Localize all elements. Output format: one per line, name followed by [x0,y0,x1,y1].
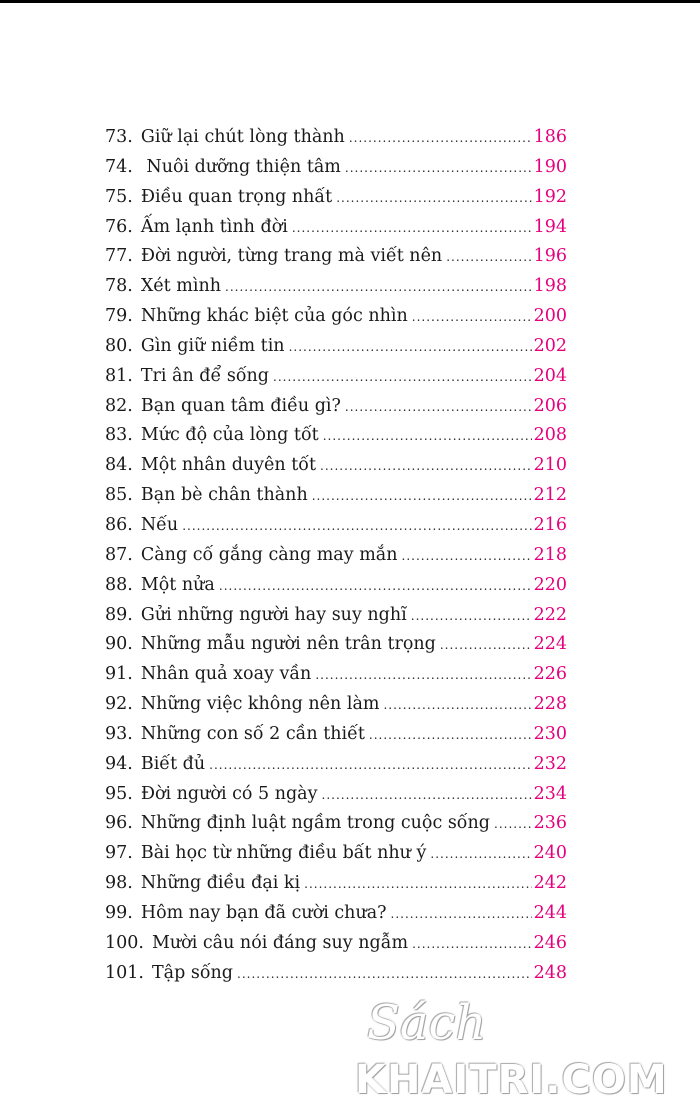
toc-entry[interactable] [105,485,567,515]
toc-entry[interactable] [105,187,567,217]
toc-entry-title: Bạn quan tâm điều gì? [140,395,341,416]
toc-entry-number: 88. [105,574,133,595]
dot-leader [345,400,532,414]
toc-entry-title: Bài học từ những điều bất như ý [140,843,427,864]
toc-entry-page-number: 206 [533,395,567,416]
toc-entry-page-number: 224 [533,634,567,655]
toc-entry-number: 82. [105,395,133,416]
toc-entry-number: 95. [105,783,133,804]
toc-entry[interactable] [105,724,567,754]
toc-entry-title: Đời người, từng trang mà viết nên [140,246,443,267]
toc-entry-number: 100. [105,932,144,953]
toc-entry-title: Những khác biệt của góc nhìn [140,306,408,327]
toc-entry-number: 84. [105,455,133,476]
dot-leader [209,758,531,772]
watermark-script-text: Sách [367,995,487,1051]
toc-entry[interactable] [105,336,567,366]
dot-leader [315,668,531,682]
toc-entry-title: Mười câu nói đáng suy ngẫm [151,932,409,953]
toc-entry[interactable] [105,933,567,963]
dot-leader [369,728,532,742]
toc-entry-number: 77. [105,246,133,267]
dot-leader [336,191,531,205]
toc-entry[interactable] [105,634,567,664]
toc-entry-number: 80. [105,335,133,356]
toc-entry-title: Những mẫu người nên trân trọng [140,634,436,655]
toc-entry-page-number: 210 [533,455,567,476]
toc-entry-page-number: 208 [533,425,567,446]
toc-entry-page-number: 202 [533,335,567,356]
dot-leader [304,877,531,891]
toc-entry-title: Những việc không nên làm [140,694,380,715]
top-border-line [0,0,700,3]
toc-entry-title: Gìn giữ niềm tin [140,335,285,356]
dot-leader [225,280,532,294]
toc-entry-page-number: 200 [533,306,567,327]
toc-entry[interactable] [105,276,567,306]
dot-leader [345,161,532,175]
toc-entry-title: Điều quan trọng nhất [140,186,333,207]
toc-entry-title: Một nửa [140,574,215,595]
toc-entry-number: 94. [105,753,133,774]
toc-entry-number: 93. [105,723,133,744]
dot-leader [391,907,532,921]
toc-entry-title: Hôm nay bạn đã cười chưa? [140,902,387,923]
toc-entry-number: 79. [105,306,133,327]
toc-entry-page-number: 222 [533,604,567,625]
toc-entry-title: Những con số 2 cần thiết [140,723,365,744]
toc-entry-title: Nuôi dưỡng thiện tâm [140,156,341,177]
toc-entry-title: Giữ lại chút lòng thành [140,127,345,147]
toc-entry-page-number: 190 [533,156,567,177]
toc-entry-title: Những định luật ngầm trong cuộc sống [140,813,490,834]
toc-entry-number: 78. [105,276,133,297]
toc-entry[interactable] [105,963,567,993]
dot-leader [323,429,532,443]
dot-leader [383,698,531,712]
dot-leader [412,310,532,324]
toc-entry-number: 87. [105,544,133,565]
toc-entry-title: Nhân quả xoay vần [140,664,312,685]
toc-entry-page-number: 244 [533,902,567,923]
toc-entry[interactable] [105,127,567,157]
dot-leader [312,489,532,503]
toc-entry-number: 83. [105,425,133,446]
toc-entry-page-number: 194 [533,216,567,237]
toc-entry-page-number: 248 [533,962,567,983]
dot-leader [402,549,532,563]
dot-leader [182,519,531,533]
toc-entry-page-number: 230 [533,723,567,744]
toc-entry-number: 101. [105,962,144,983]
toc-entry-number: 89. [105,604,133,625]
toc-entry-page-number: 212 [533,485,567,506]
toc-entry[interactable] [105,754,567,784]
toc-entry[interactable] [105,306,567,336]
toc-entry-page-number: 240 [533,843,567,864]
watermark-logo [355,995,695,1110]
toc-entry[interactable] [105,664,567,694]
toc-entry-page-number: 216 [533,514,567,535]
toc-entry-title: Nếu [140,514,179,535]
toc-entry-title: Đời người có 5 ngày [140,783,318,804]
toc-entry[interactable] [105,545,567,575]
toc-entry-page-number: 204 [533,365,567,386]
dot-leader [349,131,532,145]
dot-leader [412,937,532,951]
toc-entry[interactable] [105,843,567,873]
dot-leader [446,250,531,264]
dot-leader [237,967,532,981]
toc-entry-title: Mức độ của lòng tốt [140,425,319,446]
toc-entry-title: Biết đủ [140,753,206,774]
dot-leader [411,609,532,623]
toc-entry-title: Xét mình [140,276,221,297]
toc-entry[interactable] [105,157,567,187]
toc-entry-page-number: 234 [533,783,567,804]
toc-entry[interactable] [105,217,567,247]
toc-entry-title: Những điều đại kị [140,873,301,894]
dot-leader [273,370,532,384]
dot-leader [440,638,532,652]
toc-entry-number: 96. [105,813,133,834]
toc-entry-number: 90. [105,634,133,655]
toc-entry-number: 81. [105,365,133,386]
toc-entry-page-number: 220 [533,574,567,595]
toc-entry-page-number: 226 [533,664,567,685]
toc-entry-number: 85. [105,485,133,506]
toc-entry-page-number: 196 [533,246,567,267]
toc-entry[interactable] [105,575,567,605]
toc-entry[interactable] [105,455,567,485]
toc-entry-number: 74. [105,156,133,177]
toc-entry-title: Càng cố gắng càng may mắn [140,544,398,565]
toc-entry[interactable] [105,246,567,276]
toc-entry-number: 97. [105,843,133,864]
toc-entry-page-number: 246 [533,932,567,953]
toc-entry-number: 99. [105,902,133,923]
toc-entry[interactable] [105,813,567,843]
toc-entry-page-number: 186 [533,127,567,147]
toc-entry[interactable] [105,784,567,814]
toc-entry[interactable] [105,694,567,724]
dot-leader [322,788,532,802]
toc-entry-title: Tri ân để sống [140,365,270,386]
toc-entry-title: Gửi những người hay suy nghĩ [140,604,407,625]
toc-entry[interactable] [105,396,567,426]
toc-entry-title: Tập sống [151,962,234,983]
toc-entry-number: 76. [105,216,133,237]
toc-entry-number: 91. [105,664,133,685]
toc-entry[interactable] [105,515,567,545]
dot-leader [320,459,532,473]
toc-entry-page-number: 218 [533,544,567,565]
dot-leader [430,847,531,861]
toc-entry-page-number: 236 [533,813,567,834]
toc-entry-title: Một nhân duyên tốt [140,455,317,476]
toc-entry[interactable] [105,873,567,903]
table-of-contents [105,127,567,992]
toc-entry-title: Bạn bè chân thành [140,485,308,506]
toc-entry-page-number: 232 [533,753,567,774]
toc-entry[interactable] [105,366,567,396]
toc-entry-page-number: 198 [533,276,567,297]
toc-entry-number: 73. [105,127,133,147]
toc-entry-page-number: 228 [533,694,567,715]
toc-entry[interactable] [105,605,567,635]
dot-leader [292,221,532,235]
dot-leader [494,817,532,831]
toc-entry-number: 92. [105,694,133,715]
toc-entry-number: 86. [105,514,133,535]
toc-entry-number: 98. [105,873,133,894]
watermark-site-text: KHAITRI.COM [355,1057,668,1103]
toc-entry-page-number: 192 [533,186,567,207]
dot-leader [289,340,532,354]
toc-entry-page-number: 242 [533,873,567,894]
toc-entry[interactable] [105,903,567,933]
dot-leader [219,579,532,593]
toc-entry-title: Ấm lạnh tình đời [140,216,288,237]
toc-entry[interactable] [105,425,567,455]
toc-entry-number: 75. [105,186,133,207]
